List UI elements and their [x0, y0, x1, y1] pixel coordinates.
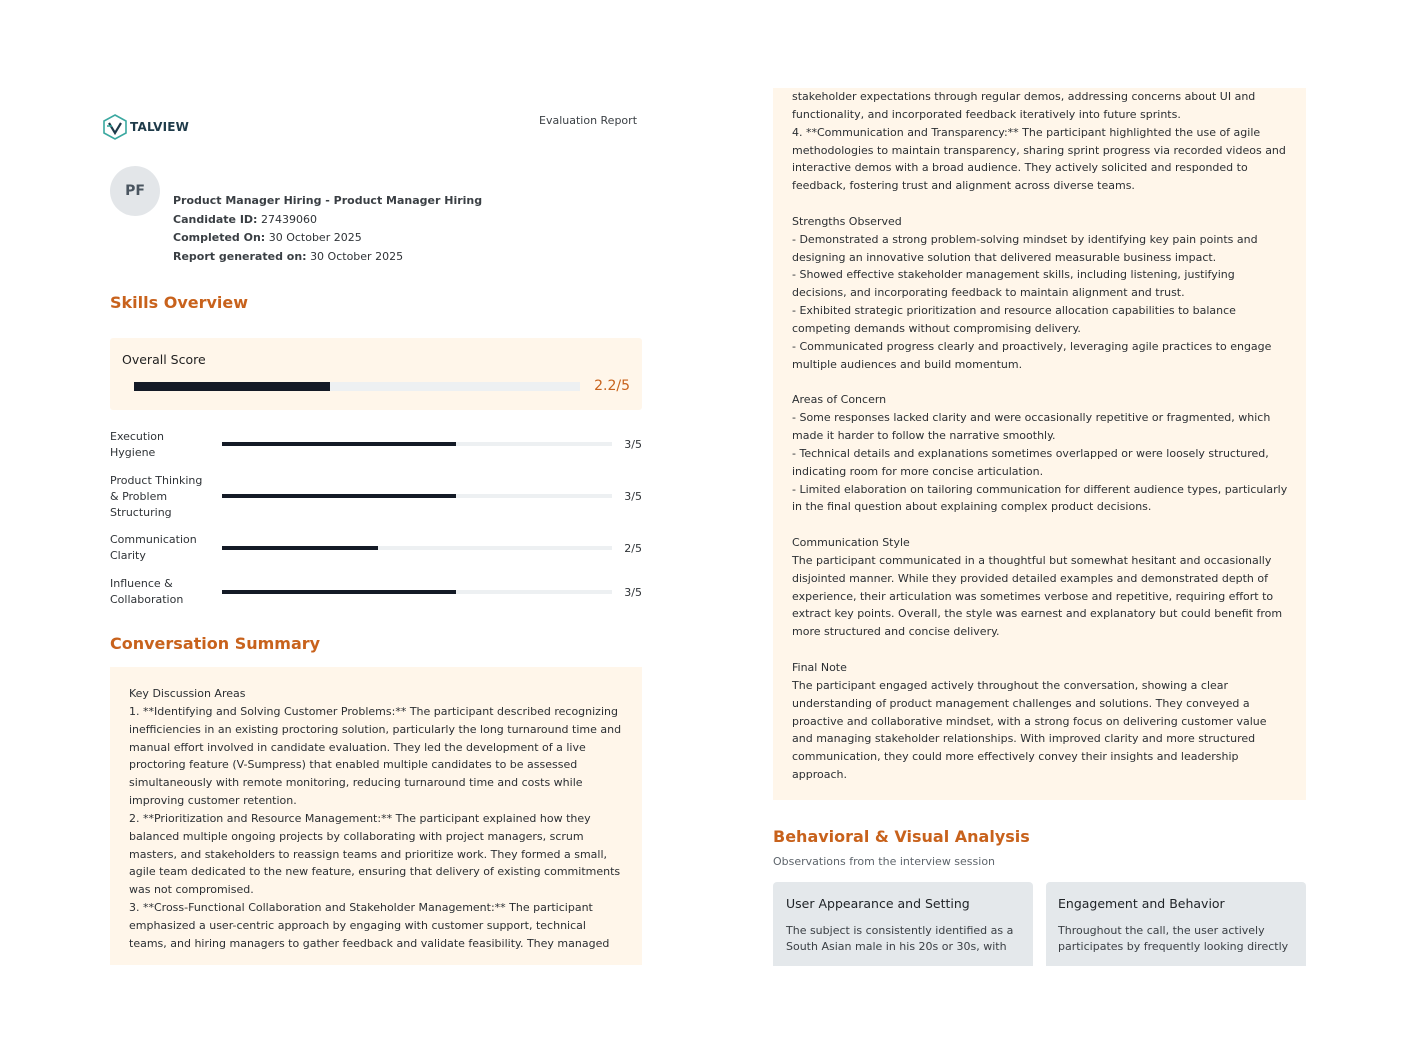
skill-track: [222, 546, 612, 550]
conversation-summary-panel-right: [773, 88, 1306, 800]
overall-score-track: [134, 382, 580, 391]
skill-row: [110, 473, 642, 521]
appearance-card: [773, 882, 1033, 966]
avatar: PF: [110, 166, 160, 216]
skill-fill: [222, 494, 456, 498]
completed-on: 30 October 2025: [268, 231, 362, 245]
skill-name: Product Thinking & Problem Structuring: [110, 474, 203, 519]
engagement-card: [1046, 882, 1306, 966]
report-title: Evaluation Report: [539, 114, 638, 127]
overall-score-fill: [134, 382, 330, 391]
talview-logo-icon: [103, 114, 127, 140]
skill-track: [222, 442, 612, 446]
skill-score: 3/5: [624, 586, 642, 599]
logo-text: TALVIEW: [130, 120, 190, 134]
completed-label: Completed On:: [173, 231, 266, 245]
card-text: Throughout the call, the user actively participates by frequently looking directly: [1058, 924, 1289, 953]
card-text: The subject is consistently identified as a South Asian male in his 20s or 30s, with: [786, 924, 1014, 953]
conversation-summary-text-continued: stakeholder expectations through regular demos, addressing concerns about UI and functionality, and incorporated feedback iteratively into future sprints. 4. **Communication and Transparency:** The participant highlighted the use of agile methodologies to maintain transparency, sharing sprint progress via recorded videos and interactive demos with a broad audience. They actively solicited and responded to feedback, fostering trust and alignment across diverse teams. Strengths Observed - Demonstrated a strong problem-solving mindset by identifying key pain points and designing an innovative solution that delivered measurable business impact. - Showed effective stakeholder management skills, including listening, justifying decisions, and incorporating feedback to maintain alignment and trust. - Exhibited strategic prioritization and resource allocation capabilities to balance competing demands without compromising delivery. - Communicated progress clearly and proactively, leveraging agile practices to engage multiple audiences and build momentum. Areas of Concern - Some responses lacked clarity and were occasionally repetitive or fragmented, which made it harder to follow the narrative smoothly. - Technical details and explanations sometimes overlapped or were loosely structured, indicating room for more concise articulation. - Limited elaboration on tailoring communication for different audience types, particularly in the final question about explaining complex product decisions. Communication Style The participant communicated in a thoughtful but somewhat hesitant and occasionally disjointed manner. While they provided detailed examples and demonstrated depth of experience, their articulation was sometimes verbose and repetitive, requiring effort to extract key points. Overall, the style was earnest and explanatory but could benefit from more structured and concise delivery. Final Note The participant engaged actively throughout the conversation, showing a clear understanding of product management challenges and solutions. They conveyed a proactive and collaborative mindset, with a strong focus on delivering customer value and managing stakeholder relationships. With improved clarity and more structured communication, they could more effectively convey their insights and leadership approach.: [792, 90, 1288, 782]
behavioral-analysis-subtitle: Observations from the interview session: [773, 855, 996, 868]
skills-overview-title: Skills Overview: [110, 293, 249, 312]
talview-logo: [103, 114, 189, 140]
candidate-id: 27439060: [260, 212, 317, 226]
overall-score-label: Overall Score: [122, 352, 206, 367]
skill-name: Execution Hygiene: [110, 430, 164, 459]
generated-on: 30 October 2025: [310, 249, 404, 263]
skill-score: 3/5: [624, 438, 642, 451]
skill-name: Influence & Collaboration: [110, 577, 184, 606]
skill-track: [222, 494, 612, 498]
skill-score: 3/5: [624, 490, 642, 503]
generated-label: Report generated on:: [173, 249, 307, 263]
skill-fill: [222, 442, 456, 446]
card-title: User Appearance and Setting: [786, 896, 970, 911]
behavioral-analysis-title: Behavioral & Visual Analysis: [773, 827, 1030, 846]
card-title: Engagement and Behavior: [1058, 896, 1225, 911]
skill-track: [222, 590, 612, 594]
skill-row: [110, 576, 642, 608]
skill-row: [110, 429, 642, 461]
skill-fill: [222, 546, 378, 550]
overall-score-panel: [110, 338, 642, 410]
conversation-summary-text: Key Discussion Areas 1. **Identifying and Solving Customer Problems:** The participant described recognizing inefficiencies in an existing proctoring solution, particularly the long turnaround time and manual effort involved in candidate evaluation. They led the development of a live proctoring feature (V-Sumpress) that enabled multiple candidates to be assessed simultaneously with remote monitoring, reducing turnaround time and costs while improving customer retention. 2. **Prioritization and Resource Management:** The participant explained how they balanced multiple ongoing projects by collaborating with project managers, scrum masters, and stakeholders to reassign teams and prioritize work. They formed a small, agile team dedicated to the new feature, ensuring that delivery of existing commitments was not compromised. 3. **Cross-Functional Collaboration and Stakeholder Management:** The participant emphasized a user-centric approach by engaging with customer support, technical teams, and hiring managers to gather feedback and validate feasibility. They managed: [129, 687, 622, 950]
conversation-summary-title: Conversation Summary: [110, 634, 321, 653]
skill-fill: [222, 590, 456, 594]
skill-name: Communication Clarity: [110, 533, 197, 562]
candidate-id-label: Candidate ID:: [173, 212, 258, 226]
candidate-meta: [173, 192, 482, 266]
job-title: Product Manager Hiring - Product Manager Hiring: [173, 194, 483, 207]
overall-score-value: 2.2/5: [594, 378, 630, 394]
skill-score: 2/5: [624, 542, 642, 555]
conversation-summary-panel-left: [110, 667, 642, 965]
skill-row: [110, 532, 642, 564]
